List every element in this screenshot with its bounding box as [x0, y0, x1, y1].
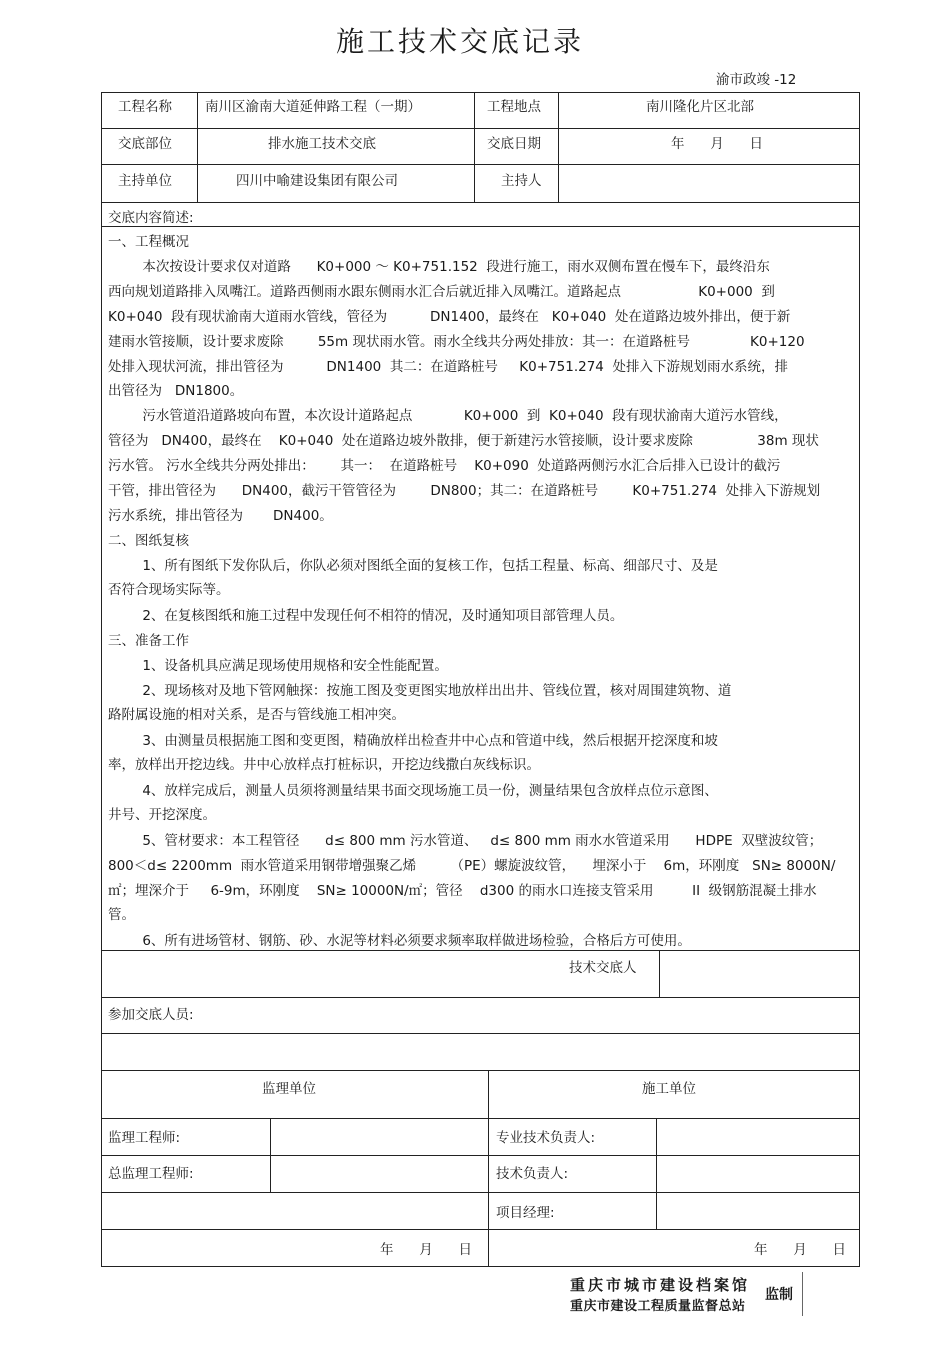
- content-line: 建雨水管接顺，设计要求废除 55m 现状雨水管。雨水全线共分两处排放：其一：在道路桩号 K0+120: [108, 334, 805, 350]
- table-line: [101, 1192, 860, 1193]
- stamp-line-1: 重庆市城市建设档案馆: [570, 1276, 751, 1294]
- content-line: 否符合现场实际等。: [108, 582, 230, 598]
- content-line: 率，放样出开挖边线。井中心放样点打桩标识，开挖边线撒白灰线标识。: [108, 757, 540, 773]
- content-line: 2、现场核对及地下管网触探：按施工图及变更图实地放样出出井、管线位置，核对周围建筑物、道: [108, 683, 732, 699]
- content-line: 5、管材要求：本工程管径 d≤ 800 mm 污水管道、 d≤ 800 mm 雨水水管道采用 HDPE 双壁波纹管；: [108, 833, 823, 849]
- supervisor-engineer-label: 监理工程师:: [108, 1130, 181, 1146]
- table-line: [488, 1070, 489, 1266]
- table-line: [101, 1070, 860, 1071]
- content-line: 6、所有进场管材、钢筋、砂、水泥等材料必须要求频率取样做进场检验，合格后方可使用。: [108, 933, 691, 949]
- table-line: [101, 128, 860, 129]
- content-line: 西向规划道路排入凤嘴江。道路西侧雨水跟东侧雨水汇合后就近排入凤嘴江。道路起点 K0+000 到: [108, 284, 775, 300]
- location-label: 工程地点: [487, 99, 541, 115]
- part-label: 交底部位: [118, 136, 172, 152]
- project-name-value: 南川区渝南大道延伸路工程（一期）: [205, 99, 421, 115]
- content-line: K0+040 段有现状渝南大道雨水管线，管径为 DN1400，最终在 K0+040 处在道路边坡外排出，便于新: [108, 309, 791, 325]
- content-line: ㎡；埋深介于 6-9m，环刚度 SN≥ 10000N/㎡；管径 d300 的雨水口连接支管采用 II 级钢筋混凝土排水: [108, 883, 817, 899]
- content-line: 路附属设施的相对关系，是否与管线施工相冲突。: [108, 707, 405, 723]
- content-line: 2、在复核图纸和施工过程中发现任何不相符的情况，及时通知项目部管理人员。: [108, 608, 624, 624]
- tech-manager-label: 技术负责人:: [496, 1166, 569, 1182]
- table-border-right: [859, 92, 860, 1267]
- signoff-date-left: 年 月 日: [380, 1242, 472, 1258]
- table-line: [488, 1229, 860, 1230]
- content-line: 4、放样完成后，测量人员须将测量结果书面交现场施工员一份，测量结果包含放样点位示意图、: [108, 783, 718, 799]
- content-line: 3、由测量员根据施工图和变更图，精确放样出检查井中心点和管道中线，然后根据开挖深度和坡: [108, 733, 718, 749]
- table-line: [656, 1118, 657, 1229]
- content-line: 800＜d≤ 2200mm 雨水管道采用钢带增强聚乙烯 （PE）螺旋波纹管， 埋深小于 6m，环刚度 SN≥ 8000N/: [108, 858, 836, 874]
- date-value: 年 月 日: [671, 136, 763, 152]
- content-label: 交底内容简述:: [108, 210, 194, 226]
- issuer-stamp: [568, 1272, 803, 1316]
- date-label: 交底日期: [487, 136, 541, 152]
- content-line: 井号、开挖深度。: [108, 807, 216, 823]
- table-line: [474, 92, 475, 202]
- participants-label: 参加交底人员:: [108, 1007, 194, 1023]
- table-line: [101, 202, 860, 203]
- content-line: 污水系统，排出管径为 DN400。: [108, 508, 333, 524]
- tech-lead-label: 专业技术负责人:: [496, 1130, 596, 1146]
- content-line: 1、所有图纸下发你队后，你队必须对图纸全面的复核工作，包括工程量、标高、细部尺寸、及是: [108, 558, 718, 574]
- table-line: [659, 950, 660, 997]
- part-value: 排水施工技术交底: [268, 136, 376, 152]
- supervision-unit-label: 监理单位: [262, 1081, 316, 1097]
- table-line: [101, 1266, 860, 1267]
- stamp-suffix: 监制: [765, 1287, 793, 1303]
- content-line: 一、工程概况: [108, 234, 189, 250]
- content-line: 1、设备机具应满足现场使用规格和安全性能配置。: [108, 658, 448, 674]
- content-line: 三、准备工作: [108, 633, 189, 649]
- table-line: [270, 1118, 271, 1192]
- content-line: 处排入现状河流，排出管径为 DN1400 其二：在道路桩号 K0+751.274 处排入下游规划雨水系统，排: [108, 359, 788, 375]
- content-line: 管径为 DN400，最终在 K0+040 处在道路边坡外散排，便于新建污水管接顺，设计要求废除 38m 现状: [108, 433, 819, 449]
- content-line: 污水管。 污水全线共分两处排出： 其一： 在道路桩号 K0+090 处道路两侧污水汇合后排入已设计的截污: [108, 458, 781, 474]
- document-number: 渝市政竣 -12: [716, 72, 797, 88]
- content-line: 管。: [108, 907, 135, 923]
- discloser-label: 技术交底人: [569, 960, 637, 976]
- table-line: [101, 226, 860, 227]
- table-line: [197, 92, 198, 202]
- table-line: [101, 1229, 488, 1230]
- content-line: 干管，排出管径为 DN400，截污干管管径为 DN800；其二：在道路桩号 K0+751.274 处排入下游规划: [108, 483, 821, 499]
- table-line: [101, 1155, 860, 1156]
- content-line: 污水管道沿道路坡向布置，本次设计道路起点 K0+000 到 K0+040 段有现状渝南大道污水管线，: [108, 408, 788, 424]
- table-line: [101, 1118, 860, 1119]
- page-title: 施工技术交底记录: [335, 25, 584, 58]
- content-line: 二、图纸复核: [108, 533, 189, 549]
- project-name-label: 工程名称: [118, 99, 172, 115]
- host-unit-label: 主持单位: [118, 173, 172, 189]
- stamp-line-2: 重庆市建设工程质量监督总站: [570, 1299, 746, 1314]
- project-manager-label: 项目经理:: [496, 1205, 555, 1221]
- content-line: 本次按设计要求仅对道路 K0+000 ～ K0+751.152 段进行施工，雨水双侧布置在慢车下，最终沿东: [108, 259, 770, 275]
- table-line: [101, 164, 860, 165]
- table-border-left: [101, 92, 102, 1267]
- location-value: 南川隆化片区北部: [646, 99, 754, 115]
- host-person-label: 主持人: [501, 173, 542, 189]
- content-line: 出管径为 DN1800。: [108, 383, 244, 399]
- table-line: [101, 92, 860, 93]
- construction-unit-label: 施工单位: [642, 1081, 696, 1097]
- table-line: [101, 997, 860, 998]
- table-line: [558, 92, 559, 202]
- host-unit-value: 四川中喻建设集团有限公司: [236, 173, 398, 189]
- signoff-date-right: 年 月 日: [754, 1242, 846, 1258]
- chief-supervisor-label: 总监理工程师:: [108, 1166, 194, 1182]
- table-line: [101, 950, 860, 951]
- table-line: [101, 1033, 860, 1034]
